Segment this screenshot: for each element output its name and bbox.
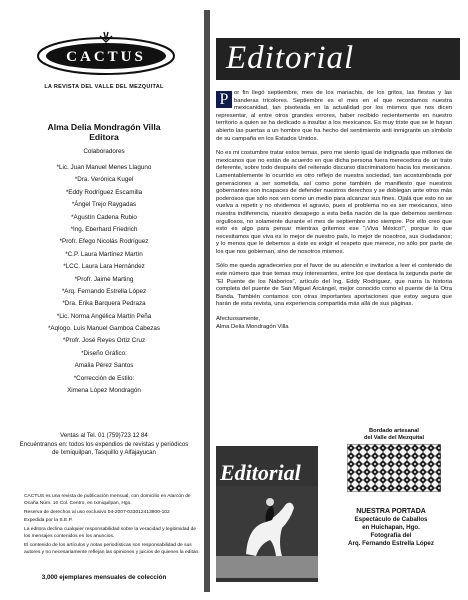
masthead-subtitle: LA REVISTA DEL VALLE DEL MEZQUITAL <box>44 84 164 90</box>
cover-photo-title: Editorial <box>220 460 301 485</box>
logo-lettering: CACTUS <box>66 49 146 65</box>
cactus-logo <box>36 30 176 78</box>
collaborator-item: Ximena López Mondragón <box>67 387 141 395</box>
cover-caption-line-1: NUESTRA PORTADA <box>356 508 426 515</box>
masthead-column <box>8 8 200 592</box>
collaborator-item: *Lic. Juan Manuel Menes Llaguno <box>56 164 152 171</box>
legal-paragraph: El contenido de los artículos y notas periodísticas son responsabilidad de sus autores y no necesariamente reflejan las opiniones y juicios de quienes la editan. <box>24 542 200 555</box>
editorial-paragraph: No es mi costumbre tratar estos temas, pero me siento igual de indignada que millones de mexicanos que no están de acuerdo en que dicha persona fuera merecedora de un trato deferente, sobre todo después del reiterado discurso discriminatorio hacia los mexicanos. Lamentablemente lo ocurrido es otro reflejo de nuestra sociedad, tan acostumbrada por generaciones a ser sometida, así como pone también de manifiesto que nuestros gobernantes son incapaces de defender nuestros derechos y se doblegan ante otros más poderosos que sólo nos ven como un medio para alcanzar sus fines. Ojalá que esto no se vuelva a repetir y no olvidemos el agravio, pues el problema no es ser mexicanos, sino nuestra indiferencia, nuestro desapego a esta bella nación de la que debemos sentirnos orgullosos, no solamente durante el mes de septiembre sino siempre. Por ello creo que esto es algo para pensar mientras gritemos ese “¡Viva México!”, porque lo que necesitamos que viva es lo mejor de nuestro país, lo mejor de nosotros, sus ciudadanos; y lo menos que le debemos a éste es exigir el respeto que merece, no sólo por parte de los que nos gobiernan, sino de nosotros mismos. <box>216 150 452 255</box>
editorial-paragraph: Sólo me queda agradeceries por el favor de su atención e invitarlos a leer el contenido de este número que trae temas muy interesantes, entre los que destaca la segunda parte de “El Puente de los Naborios”, artículo del Ing. Eddy Rodríguez, que narra la historia completa del puente de San Miguel Arcángel, mejor conocido como el puente de la Otra Banda. También contamos con otras importantes aportaciones que estoy segura que harán de esta revista, una experiencia compartida más allá de sus páginas. <box>216 263 452 308</box>
legal-paragraph: Expedida por la S.E.P. <box>24 518 73 524</box>
collaborator-item: Amalia Pérez Santos <box>74 362 134 370</box>
collaborator-item: *Dra. Erika Barquera Pedraza <box>62 300 146 308</box>
editorial-heading: Editorial <box>226 40 355 76</box>
sales-phone: Ventas al Tel. 01 (759)723 12 84 <box>60 432 148 439</box>
legal-paragraph: Reserva de derechos al uso exclusivo 04-2007-033012413900-102 <box>24 509 170 515</box>
collaborator-item: *Profr. Efego Nicolás Rodríguez <box>59 238 149 246</box>
collaborator-item: *Profr. Jaime Marting <box>74 275 134 283</box>
collaborator-item: *Eddy Rodríguez Escamilla <box>65 188 143 196</box>
embroidery-caption <box>334 428 454 442</box>
drop-cap: P <box>216 91 232 108</box>
circulation-note: 3,000 ejemplares mensuales de colección <box>41 574 167 581</box>
collaborator-item: *Lic. Norma Angélica Martín Peña <box>56 312 152 320</box>
closing: Afectuosamente, <box>216 316 261 323</box>
collaborator-item: *Ing. Eberhard Friedrich <box>70 225 138 233</box>
contact-info <box>8 432 200 458</box>
cover-caption-line-4: Fotografía del <box>370 532 412 539</box>
signature: Alma Delia Mondragón Villa <box>216 323 289 330</box>
collaborator-item: *Corrección de Estilo: <box>73 374 135 382</box>
collaborator-item: *Aqlogo. Luis Manuel Gamboa Cabezas <box>47 325 160 333</box>
cover-photo <box>216 446 318 582</box>
editorial-body <box>216 90 452 331</box>
column-divider <box>204 10 210 592</box>
collaborator-item: *LCC. Laura Lara Hernández <box>63 263 145 271</box>
cover-caption-line-2: Espectáculo de Caballos <box>354 516 428 523</box>
cover-caption-line-3: en Huichapan, Hgo. <box>362 524 420 531</box>
collaborator-item: *C.P. Laura Martínez Martín <box>65 250 143 258</box>
collaborator-item: *Dra. Verónica Kugel <box>74 176 134 184</box>
distribution-line-2: de Ixmiquilpan, Tasquillo y Alfajayucan <box>52 449 156 457</box>
collaborator-item: *Agustín Cadena Rubio <box>71 213 137 221</box>
cover-caption-line-5: Arq. Fernando Estrella López <box>348 540 434 547</box>
embroidery-image <box>347 444 441 492</box>
legal-paragraph: La editora declina cualquier responsabilidad sobre la veracidad y legitimidad de los mensajes contenidos en los anuncios. <box>24 527 197 539</box>
distribution-line-1: Encuéntranos en: todos los expendios de revistas y periódicos <box>19 440 189 448</box>
legal-notice <box>24 494 200 558</box>
editor-name: Alma Delia Mondragón Villa <box>47 122 161 132</box>
cover-caption <box>322 508 460 548</box>
legal-paragraph: CACTUS es una revista de publicación mensual, con domicilio en Alarcón de Ocaña Núm. 10 Col. Centro, en Ixmiquilpan, Hgo. <box>24 494 191 506</box>
collaborator-item: *Diseño Gráfico: <box>81 349 127 357</box>
collaborators-heading: Colaboradores <box>83 148 125 155</box>
horse-rider-photo <box>216 486 318 578</box>
collaborator-item: *Arq. Fernando Estrella López <box>61 287 147 295</box>
editorial-p1: or fin llegó septiembre, mes de los mariachis, de los gritos, las fiestas y las banderas tricolores. Septiembre es el mes en el que recordamos nuestra mexicanidad, tan pisoteada en la actualidad por los mismos que nos dicen representar, al entre otros grandes errores, haber recibido recientemente en nuestro territorio a quien se ha dedicado a insultar a los mexicanos. Es muy triste que se le hayan abierto las puertas a un hombre que ha hecho del sentimiento anti inmigrante un símbolo de su campaña en los Estados Unidos. <box>216 90 452 142</box>
collaborators-list <box>8 162 200 397</box>
embroidery-caption-line-2: del Valle del Mezquital <box>363 435 425 441</box>
collaborator-item: *Ángel Trejo Raygadas <box>71 201 137 209</box>
editorial-banner <box>216 38 460 80</box>
editorial-paragraph <box>216 90 452 143</box>
editor-role: Editora <box>89 132 119 142</box>
collaborator-item: *Profr. José Reyes Ortiz Cruz <box>62 337 146 345</box>
embroidery-caption-line-1: Bordado artesanal <box>369 428 419 434</box>
